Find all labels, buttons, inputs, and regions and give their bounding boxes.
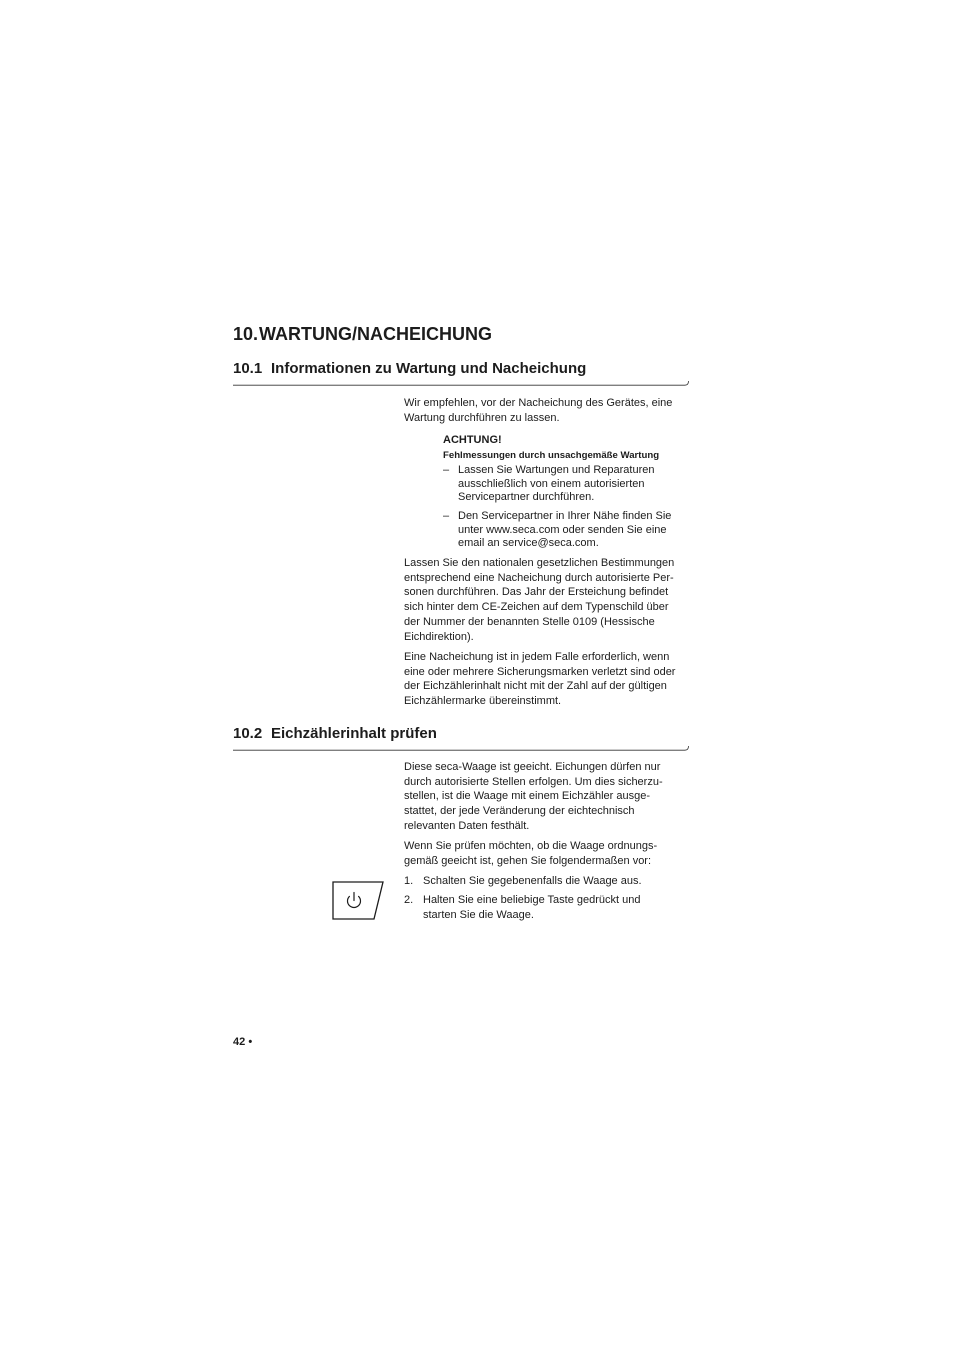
text-line: Schalten Sie gegebenenfalls die Waage aus. (423, 875, 642, 887)
step-number: 2. (404, 894, 414, 906)
text-line: Lassen Sie Wartungen und Reparaturen (458, 464, 655, 476)
text-line: Eichzählermarke übereinstimmt. (404, 695, 562, 708)
chapter-number: 10. (233, 324, 259, 344)
section-title: Eichzählerinhalt prüfen (271, 725, 437, 742)
text-line: unter www.seca.com oder senden Sie eine (458, 523, 667, 536)
power-button-icon (331, 880, 387, 922)
warning-list-item (443, 510, 693, 552)
text-line: Lassen Sie den nationalen gesetzlichen Bestimmungen (404, 557, 675, 569)
text-line: Den Servicepartner in Ihrer Nähe finden Sie (458, 510, 672, 522)
text-line: relevanten Daten festhält. (404, 819, 530, 832)
paragraph (404, 760, 696, 834)
page-number (233, 1035, 252, 1049)
chapter-title-text: WARTUNG/NACHEICHUNG (259, 324, 493, 344)
step-item (404, 874, 694, 890)
text-line: eine oder mehrere Sicherungsmarken verletzt sind oder (404, 665, 676, 678)
text-line: gemäß geeicht ist, gehen Sie folgendermaßen vor: (404, 854, 652, 867)
warning-item-text (458, 510, 671, 551)
text-line: stellen, ist die Waage mit einem Eichzähler ausge- (404, 790, 650, 803)
section-title: Informationen zu Wartung und Nacheichung (271, 360, 587, 377)
text-line: Eichdirektion). (404, 630, 474, 643)
step-number: 1. (404, 875, 414, 887)
text-line: stattet, der jede Veränderung der eichtechnisch (404, 805, 635, 818)
chapter-title (233, 323, 492, 345)
text-line: ausschließlich von einem autorisierten (458, 477, 645, 490)
dash-marker: – (443, 464, 450, 476)
page-bullet: • (248, 1036, 253, 1048)
section-heading-10-2 (233, 725, 437, 743)
text-line: Wir empfehlen, vor der Nacheichung des Gerätes, eine (404, 397, 673, 409)
text-line: email an service@seca.com. (458, 537, 599, 550)
warning-label: ACHTUNG! (443, 434, 502, 446)
text-line: Eine Nacheichung ist in jedem Falle erforderlich, wenn (404, 651, 670, 663)
section-rule (233, 379, 693, 388)
text-line: Wenn Sie prüfen möchten, ob die Waage ordnungs- (404, 840, 658, 852)
text-line: entsprechend eine Nacheichung durch autorisierte Per- (404, 571, 674, 584)
step-item (404, 893, 694, 923)
paragraph (404, 839, 696, 868)
warning-item-text (458, 464, 655, 505)
warning-subtitle: Fehlmessungen durch unsachgemäße Wartung (443, 450, 660, 461)
step-text (423, 874, 642, 889)
text-line: Halten Sie eine beliebige Taste gedrückt und (423, 894, 641, 906)
section-heading-10-1 (233, 360, 586, 378)
warning-list-item (443, 464, 693, 506)
dash-marker: – (443, 510, 450, 522)
section-number: 10.2 (233, 725, 263, 742)
section-number: 10.1 (233, 360, 263, 377)
text-line: Servicepartner durchführen. (458, 491, 595, 504)
text-line: Wartung durchführen zu lassen. (404, 411, 560, 424)
text-line: der Nummer der benannten Stelle 0109 (Hessische (404, 615, 655, 628)
step-text (423, 893, 641, 922)
text-line: sich hinter dem CE-Zeichen auf dem Typenschild über (404, 601, 669, 614)
section-rule (233, 744, 693, 753)
paragraph (404, 650, 696, 709)
paragraph (404, 556, 696, 644)
intro-paragraph (404, 396, 696, 425)
text-line: starten Sie die Waage. (423, 908, 534, 921)
page-number-value: 42 (233, 1036, 246, 1048)
text-line: sonen durchführen. Das Jahr der Ersteichung befindet (404, 586, 669, 599)
text-line: der Eichzählerinhalt nicht mit der Zahl auf der gültigen (404, 680, 667, 693)
text-line: durch autorisierte Stellen erfolgen. Um dies sicherzu- (404, 775, 663, 788)
text-line: Diese seca-Waage ist geeicht. Eichungen dürfen nur (404, 761, 661, 773)
